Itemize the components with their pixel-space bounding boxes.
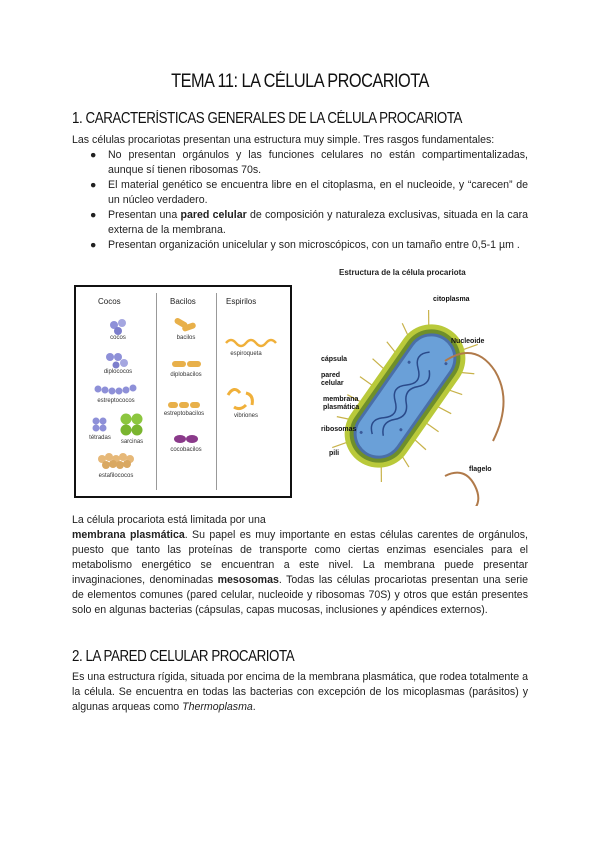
column-header-espirilos: Espirilos (226, 297, 257, 306)
cocobacilos-icon (174, 435, 198, 443)
column-header-cocos: Cocos (98, 297, 121, 306)
vibriones-icon (228, 389, 252, 408)
bullet-icon: ● (90, 209, 97, 221)
list-item: ● Presentan una pared celular de composición y naturaleza exclusivas, situada en la cara externa de la membrana. (90, 209, 529, 236)
sarcinas-icon (121, 414, 143, 436)
bacteria-shapes-illustration (76, 287, 290, 496)
caption-vibriones: vibriones (233, 413, 258, 419)
prokaryotic-cell-illustration (315, 266, 530, 506)
figure-title: Estructura de la célula procariota (339, 268, 466, 277)
label-nucleoide: Nucleoide (451, 338, 485, 345)
list-item: ● No presentan orgánulos y las funciones celulares no están compartimentalizadas, aunque sí tienen ribosomas 70s. (90, 149, 528, 176)
section-1-intro: Las células procariotas presentan una estructura muy simple. Tres rasgos fundamentales: (72, 134, 495, 146)
label-citoplasma: citoplasma (433, 296, 470, 303)
caption-estreptococos: estreptococos (97, 398, 135, 404)
bullet-icon: ● (90, 239, 97, 251)
label-pili: pili (329, 450, 340, 457)
espiroqueta-icon (226, 340, 276, 346)
caption-cocobacilos: cocobacilos (170, 447, 202, 453)
bullet-icon: ● (90, 179, 97, 191)
flagellum-icon (445, 473, 478, 506)
caption-cocos: cocos (110, 335, 126, 341)
estafilococos-icon (98, 453, 134, 469)
caption-tetradas: tétradas (89, 435, 111, 441)
features-list (72, 148, 528, 253)
label-membrana-plasmatica: membrana plasmática (323, 396, 360, 411)
caption-espiroqueta: espiroqueta (230, 351, 262, 357)
caption-diplobacilos: diplobacilos (170, 372, 202, 378)
estreptococos-icon (95, 385, 137, 395)
section-2-heading: 2. LA PARED CELULAR PROCARIOTA (72, 648, 295, 665)
diplococos-icon (106, 353, 128, 369)
caption-bacilos: bacilos (176, 335, 196, 341)
list-item: ● Presentan organización unicelular y son microscópicos, con un tamaño entre 0,5-1 µm . (90, 239, 520, 251)
page-title: TEMA 11: LA CÉLULA PROCARIOTA (171, 71, 429, 92)
label-ribosomas: ribosomas (321, 426, 357, 433)
membrane-paragraph: La célula procariota está limitada por una membrana plasmática. Su papel es muy importante en estas células carentes de orgánulos, puesto que tanto las proteínas de transporte como ciertas enzimas esenciales para el metabolismo energético se encuentran a este nivel. La membrana puede presentar invaginaciones, denominadas mesosomas. Todas las células procariotas presentan una serie de elementos comunes (pared celular, nucleoide y ribosomas 70S) y otros que están presentes solo en algunas bacterias (cápsulas, capas mucosas, inclusiones y apéndices externos). (72, 514, 528, 616)
caption-sarcinas: sarcinas (120, 439, 144, 445)
bacteria-shapes-figure (74, 285, 292, 498)
list-item: ● El material genético se encuentra libre en el citoplasma, en el nucleoide, y “carecen” de un núcleo verdadero. (90, 179, 528, 206)
label-pared-celular: pared celular (321, 372, 344, 387)
bullet-icon: ● (90, 149, 97, 161)
tetradas-icon (93, 418, 107, 432)
prokaryotic-cell-figure (315, 266, 530, 506)
section-2-paragraph: Es una estructura rígida, situada por encima de la membrana plasmática, que rodea totalmente a la célula. Se encuentra en todas las bacterias con excepción de los micoplasmas (parásitos) y algunas arqueas como Thermoplasma. (72, 671, 528, 713)
label-capsula: cápsula (321, 356, 348, 363)
caption-estreptobacilos: estreptobacilos (163, 411, 205, 417)
caption-diplococos: diplococos (103, 369, 133, 375)
caption-estafilococos: estafilococos (98, 473, 134, 479)
bacilos-icon (173, 317, 196, 332)
diplobacilos-icon (172, 361, 201, 367)
section-1-heading: 1. CARACTERÍSTICAS GENERALES DE LA CÉLULA PROCARIOTA (72, 110, 463, 127)
cocos-icon (110, 319, 126, 335)
column-header-bacilos: Bacilos (170, 297, 196, 306)
estreptobacilos-icon (168, 402, 200, 408)
label-flagelo: flagelo (469, 466, 492, 473)
